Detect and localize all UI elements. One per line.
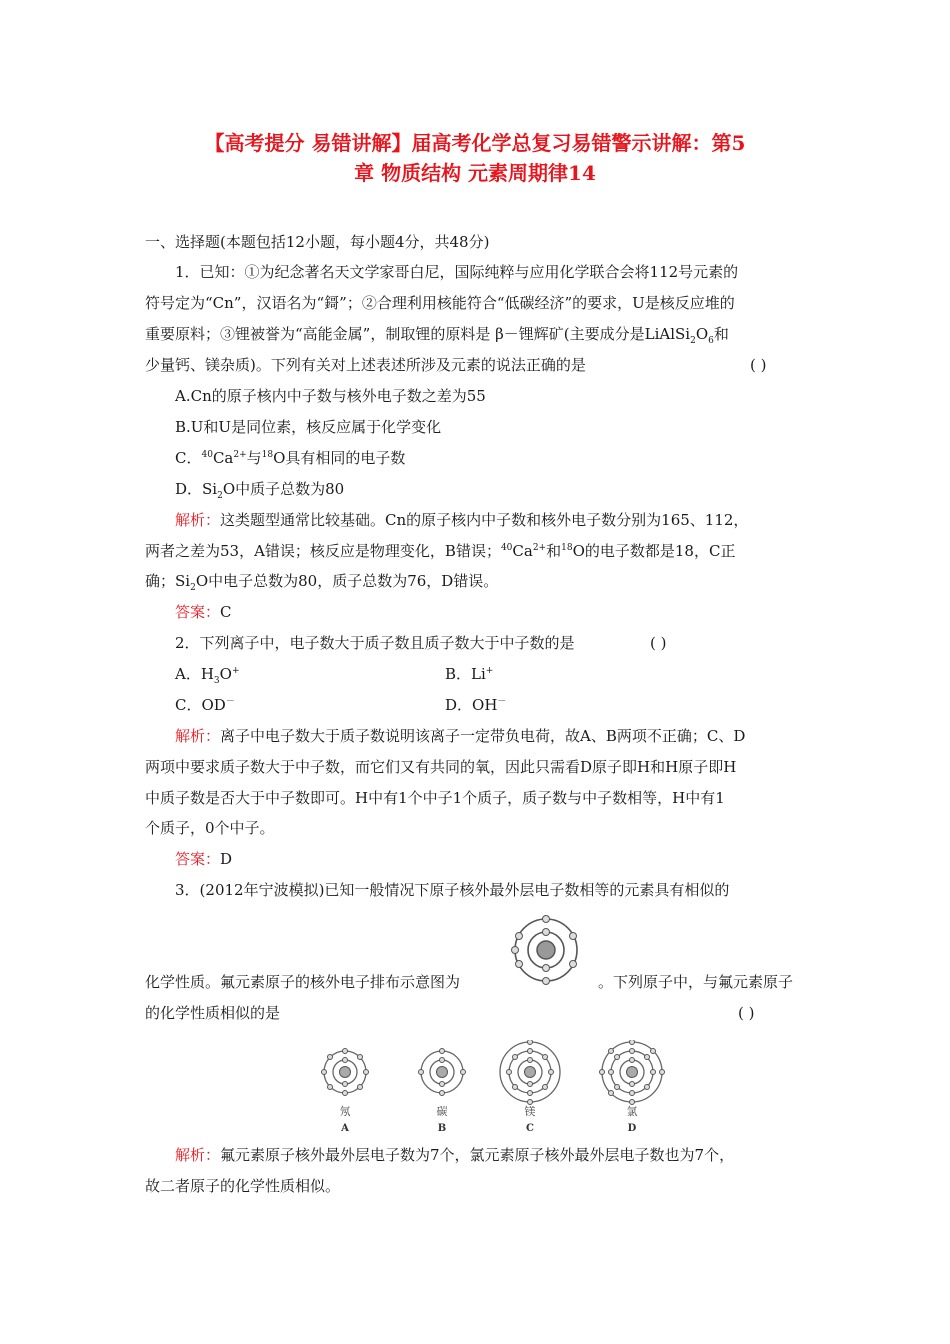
q1-option-c: C．$^{40}Ca^{2+}$与$^{18}$O具有相同的电子数 [175,449,406,467]
q2-option-a: A．$H_3O^+$ [175,665,240,686]
atom-diagrams-options [310,1040,670,1134]
q1-analysis-line-2: 两者之差为53，A错误；核反应是物理变化，B错误；$^{40}Ca^{2+}$和$^{18}$O的电子数都是18，C正 [145,542,736,560]
analysis-label: 解析： [175,727,221,745]
electron [570,933,577,940]
electron [516,933,523,940]
q1-answer: 答案：C [175,603,232,621]
q1-option-b: B.U和U是同位素，核反应属于化学变化 [175,418,442,436]
q3-stem-line-3: 的化学性质相似的是 [145,1004,281,1022]
q3-analysis-line-1: 解析：氟元素原子核外最外层电子数为7个，氯元素原子核外最外层电子数也为7个， [175,1146,735,1164]
q1-answer-blank: ( ) [750,356,767,374]
q1-analysis-line-1: 解析：这类题型通常比较基础。Cn的原子核内中子数和核外电子数分别为165、112， [175,511,749,529]
diagram-label-c-name: 镁 [524,1105,536,1118]
q1-stem-line-1: 1．已知：①为纪念著名天文学家哥白尼，国际纯粹与应用化学联合会将112号元素的 [175,263,739,281]
diagram-label-a-name: 氖 [339,1105,351,1118]
q3-analysis-line-2: 故二者原子的化学性质相似。 [145,1177,341,1195]
analysis-label: 解析： [175,511,221,529]
q2-option-d: D．OH－ [445,696,507,714]
document-title-line-1: 【高考提分 易错讲解】届高考化学总复习易错警示讲解：第5 [204,131,746,155]
q2-option-c: C．OD－ [175,696,235,714]
electron [512,947,519,954]
diagram-letter-d: D [627,1123,637,1134]
electron [543,978,550,985]
q2-analysis-line-3: 中质子数是否大于中子数即可。H中有1个中子1个质子，质子数与中子数相等，H中有1 [145,789,725,807]
q1-option-d: D．$Si_2O$中质子总数为80 [175,480,345,501]
nucleus [537,941,555,959]
diagram-letter-a: A [341,1123,349,1134]
q1-stem-line-2: 符号定为“Cn”，汉语名为“鎶”；②合理利用核能符合“低碳经济”的要求，U是核反应堆的 [145,294,735,312]
analysis-label: 解析： [175,1146,221,1164]
q3-stem-line-2b: 。下列原子中，与氟元素原子 [598,973,794,991]
diagram-letter-c: C [526,1123,534,1134]
q1-analysis-line-3: 确；$Si_2O$中电子总数为80，质子总数为76，D错误。 [145,572,499,593]
electron [543,916,550,923]
q2-answer-blank: ( ) [650,634,667,652]
electron [516,961,523,968]
q3-answer-blank: ( ) [738,1004,755,1022]
answer-label: 答案： [175,603,221,621]
q3-stem-line-1: 3．(2012年宁波模拟)已知一般情况下原子核外最外层电子数相等的元素具有相似的 [175,881,730,899]
section-header: 一、选择题(本题包括12小题，每小题4分，共48分) [145,233,490,251]
q1-option-a: A.Cn的原子核内中子数与核外电子数之差为55 [175,387,486,405]
fluorine-atom-diagram [508,912,584,988]
option-b-carbon-atom [419,1049,466,1096]
q1-stem-line-3: 重要原料；③锂被誉为“高能金属”，制取锂的原料是 β－锂辉矿(主要成分是$LiAlSi_2O_6$和 [145,325,729,346]
q2-analysis-line-4: 个质子，0个中子。 [145,819,275,837]
q2-option-b: B．Li+ [445,665,494,683]
q2-analysis-line-2: 两项中要求质子数大于中子数，而它们又有共同的氧，因此只需看D原子即H和H原子即H [145,758,737,776]
q2-analysis-line-1: 解析：离子中电子数大于质子数说明该离子一定带负电荷，故A、B两项不正确；C、D [175,727,746,745]
diagram-label-b-name: 碳 [436,1105,448,1118]
q1-stem-line-4: 少量钙、镁杂质)。下列有关对上述表述所涉及元素的说法正确的是 [145,356,586,374]
diagram-letter-b: B [437,1123,447,1134]
option-d-chlorine-atom [600,1040,665,1105]
q2-stem: 2．下列离子中，电子数大于质子数且质子数大于中子数的是 [175,634,575,652]
option-a-neon-atom [322,1049,369,1096]
document-title-line-2: 章 物质结构 元素周期律14 [354,161,596,185]
electron [543,965,550,972]
electron [543,929,550,936]
q2-answer: 答案：D [175,850,233,868]
q3-stem-line-2a: 化学性质。氟元素原子的核外电子排布示意图为 [145,973,461,991]
answer-label: 答案： [175,850,221,868]
diagram-label-d-name: 氯 [626,1105,638,1118]
electron [570,961,577,968]
option-c-magnesium-atom [500,1040,560,1105]
